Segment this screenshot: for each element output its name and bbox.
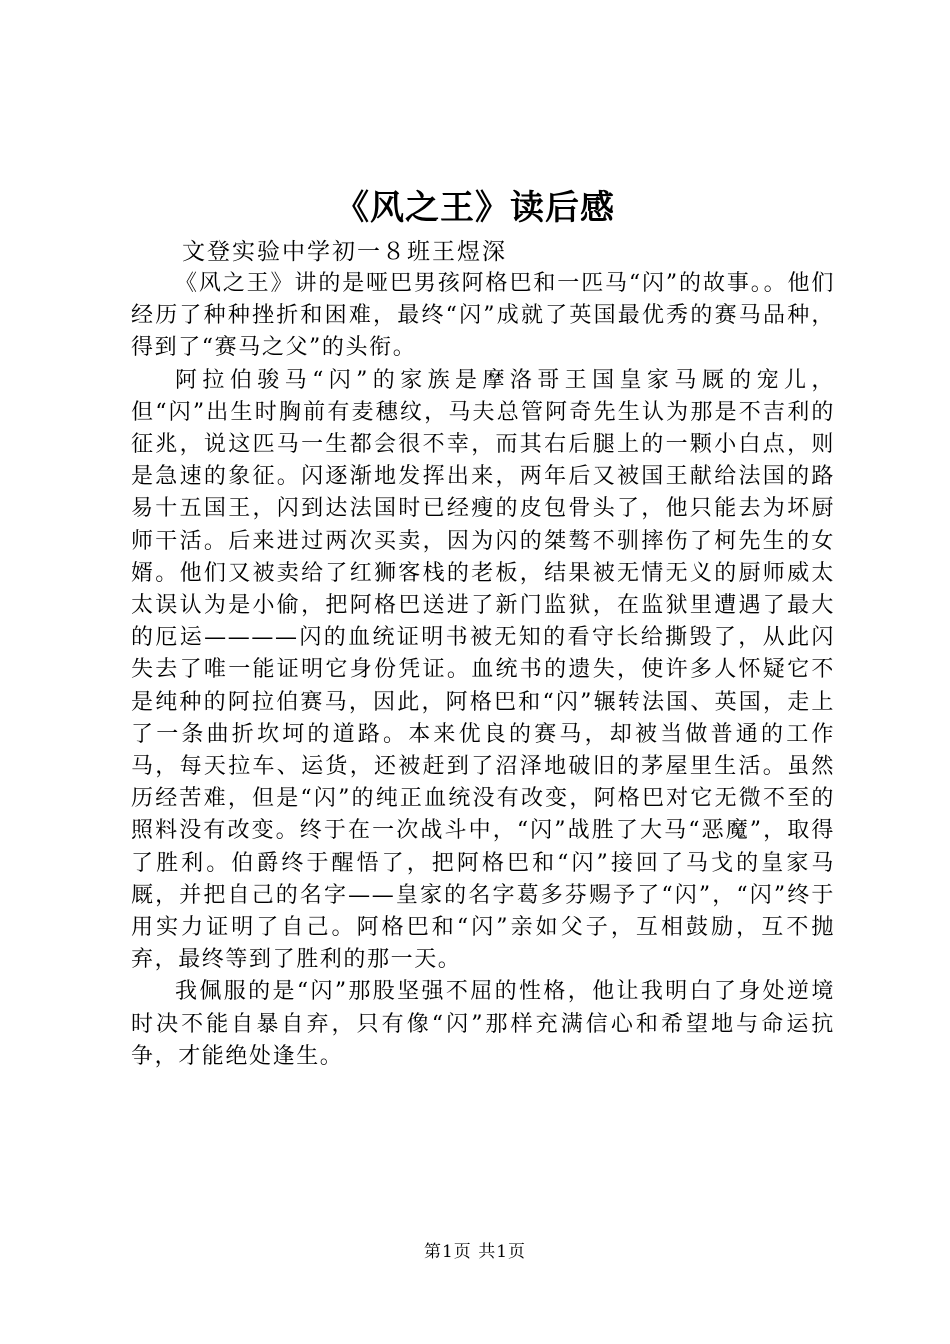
document-title: 《风之王》读后感 — [335, 188, 615, 228]
paragraph-2: 阿拉伯骏马“闪”的家族是摩洛哥王国皇家马厩的宠儿，但“闪”出生时胸前有麦穗纹，马夫总管阿奇先生认为那是不吉利的征兆，说这匹马一生都会很不幸，而其右后腿上的一颗小白点，则是急速的象征。闪逐渐地发挥出来，两年后又被国王献给法国的路易十五国王，闪到达法国时已经瘦的皮包骨头了，他只能去为坏厨师干活。后来进过两次买卖，因为闪的桀骜不驯摔伤了柯先生的女婿。他们又被卖给了红狮客栈的老板，结果被无情无义的厨师威太太误认为是小偷，把阿格巴送进了新门监狱，在监狱里遭遇了最大的厄运————闪的血统证明书被无知的看守长给撕毁了，从此闪失去了唯一能证明它身份凭证。血统书的遗失，使许多人怀疑它不是纯种的阿拉伯赛马，因此，阿格巴和“闪”辗转法国、英国，走上了一条曲折坎坷的道路。本来优良的赛马，却被当做普通的工作马，每天拉车、运货，还被赶到了沼泽地破旧的茅屋里生活。虽然历经苦难，但是“闪”的纯正血统没有改变，阿格巴对它无微不至的照料没有改变。终于在一次战斗中，“闪”战胜了大马“恶魔”，取得了胜利。伯爵终于醒悟了，把阿格巴和“闪”接回了马戈的皇家马厩，并把自己的名字——皇家的名字葛多芬赐予了“闪”，“闪”终于用实力证明了自己。阿格巴和“闪”亲如父子，互相鼓励，互不抛弃，最终等到了胜利的那一天。 — [131, 367, 835, 973]
page-footer: 第1页 共1页 — [423, 1242, 527, 1262]
paragraph-1: 《风之王》讲的是哑巴男孩阿格巴和一匹马“闪”的故事。。他们经历了种种挫折和困难，最终“闪”成就了英国最优秀的赛马品种，得到了“赛马之父”的头衔。 — [131, 271, 835, 361]
document-body — [131, 268, 835, 1073]
paragraph-3: 我佩服的是“闪”那股坚强不屈的性格，他让我明白了身处逆境时决不能自暴自弃，只有像“闪”那样充满信心和希望地与命运抗争，才能绝处逢生。 — [131, 979, 835, 1069]
author-line: 文登实验中学初一８班王煜深 — [182, 239, 507, 265]
